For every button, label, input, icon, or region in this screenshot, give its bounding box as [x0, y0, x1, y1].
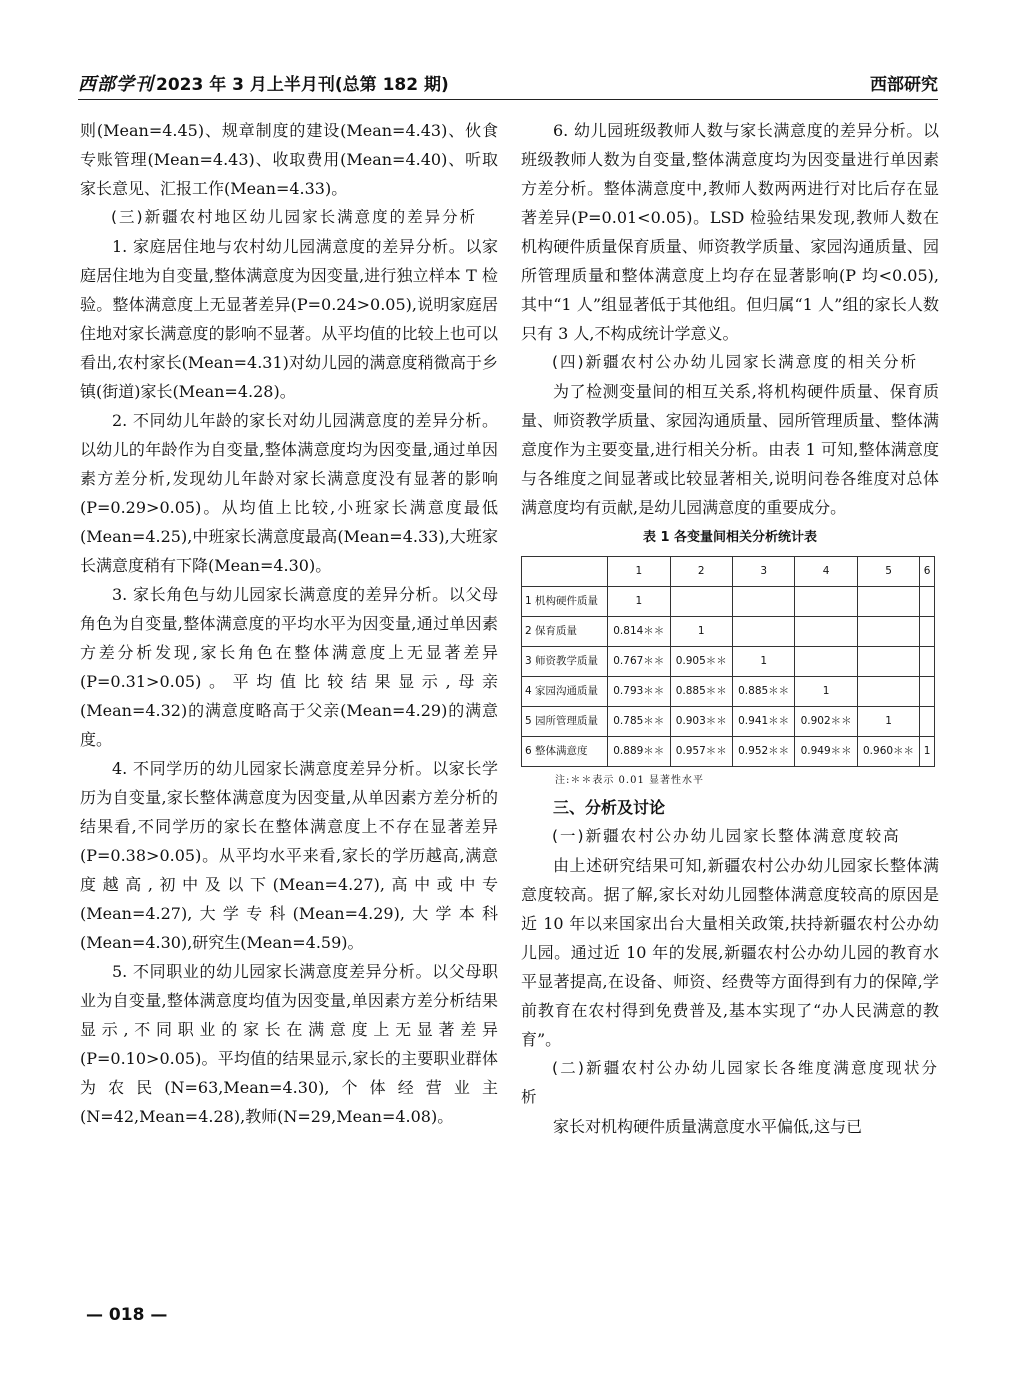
paragraph: 2. 不同幼儿年龄的家长对幼儿园满意度的差异分析。以幼儿的年龄作为自变量,整体满意度均为因变量,通过单因素方差分析,发现幼儿年龄对家长满意度没有显著的影响(P=0.29>0.05)。从均值上比较,小班家长满意度最低(Mean=4.25),中班家长满意度最高(Mean=4.33),大班家长满意度稍有下降(Mean=4.30)。 — [80, 411, 498, 575]
table-header-cell: 4 — [795, 557, 857, 587]
table-note: 注:＊＊表示 0.01 显著性水平 — [555, 775, 704, 786]
table-row-label: 4 家园沟通质量 — [522, 677, 608, 707]
table-cell: 0.889＊＊ — [608, 737, 670, 767]
table-header-cell: 5 — [857, 557, 919, 587]
paragraph: 1. 家庭居住地与农村幼儿园满意度的差异分析。以家庭居住地为自变量,整体满意度为因变量,进行独立样本 T 检验。整体满意度上无显著差异(P=0.24>0.05),说明家庭居住地对家长满意度的影响不显著。从平均值的比较上也可以看出,农村家长(Mean=4.31)对幼儿园的满意度稍微高于乡镇(街道)家长(Mean=4.28)。 — [80, 237, 498, 401]
table-cell — [795, 617, 857, 647]
table-row — [522, 587, 935, 617]
table-cell — [732, 587, 794, 617]
table-cell — [795, 647, 857, 677]
table-cell: 0.957＊＊ — [670, 737, 732, 767]
section-heading: (四)新疆农村公办幼儿园家长满意度的相关分析 — [552, 353, 919, 371]
table-row-label: 5 园所管理质量 — [522, 707, 608, 737]
table-cell: 0.814＊＊ — [608, 617, 670, 647]
section-heading: (三)新疆农村地区幼儿园家长满意度的差异分析 — [111, 208, 478, 226]
table-cell — [920, 587, 935, 617]
table-cell — [920, 677, 935, 707]
table-cell: 1 — [795, 677, 857, 707]
paragraph: 由上述研究结果可知,新疆农村公办幼儿园家长整体满意度较高。据了解,家长对幼儿园整体满意度较高的原因是近 10 年以来国家出台大量相关政策,扶持新疆农村公办幼儿园。通过近 10 年的发展,新疆农村公办幼儿园的教育水平显著提高,在设备、师资、经费等方面得到有力的保障,学前教育在农村得到免费普及,基本实现了“办人民满意的教育”。 — [521, 856, 939, 1049]
table-cell — [670, 587, 732, 617]
table-cell: 0.949＊＊ — [795, 737, 857, 767]
table-header-cell: 6 — [920, 557, 935, 587]
table-cell: 0.960＊＊ — [857, 737, 919, 767]
table-cell: 0.903＊＊ — [670, 707, 732, 737]
section-name: 西部研究 — [870, 75, 938, 95]
table-cell: 1 — [920, 737, 935, 767]
table-row — [522, 677, 935, 707]
table-row-label: 6 整体满意度 — [522, 737, 608, 767]
table-cell: 0.885＊＊ — [670, 677, 732, 707]
table-header-cell: 3 — [732, 557, 794, 587]
table-row — [522, 707, 935, 737]
table-row-label: 3 师资教学质量 — [522, 647, 608, 677]
table-cell: 0.767＊＊ — [608, 647, 670, 677]
paragraph: 家长对机构硬件质量满意度水平偏低,这与已 — [553, 1117, 863, 1136]
table-cell — [920, 707, 935, 737]
table-header-cell: 1 — [608, 557, 670, 587]
table-title: 表 1 各变量间相关分析统计表 — [642, 530, 818, 545]
table-cell: 1 — [857, 707, 919, 737]
table-row — [522, 617, 935, 647]
table-cell: 0.952＊＊ — [732, 737, 794, 767]
paragraph: 6. 幼儿园班级教师人数与家长满意度的差异分析。以班级教师人数为自变量,整体满意度均为因变量进行单因素方差分析。整体满意度中,教师人数两两进行对比后存在显著差异(P=0.01<0.05)。LSD 检验结果发现,教师人数在机构硬件质量保育质量、师资教学质量、家园沟通质量、园所管理质量和整体满意度上均存在显著影响(P 均<0.05),其中“1 人”组显著低于其他组。但归属“1 人”组的家长人数只有 3 人,不构成统计学意义。 — [521, 121, 939, 343]
table-cell: 0.902＊＊ — [795, 707, 857, 737]
paragraph: 则(Mean=4.45)、规章制度的建设(Mean=4.43)、伙食专账管理(Mean=4.43)、收取费用(Mean=4.40)、听取家长意见、汇报工作(Mean=4.33)。 — [80, 121, 498, 198]
table-row-label: 1 机构硬件质量 — [522, 587, 608, 617]
table-cell — [857, 647, 919, 677]
table-header-row — [522, 557, 935, 587]
table-row — [522, 647, 935, 677]
correlation-table — [521, 556, 935, 767]
paragraph: 为了检测变量间的相互关系,将机构硬件质量、保育质量、师资教学质量、家园沟通质量、园所管理质量、整体满意度作为主要变量,进行相关分析。由表 1 可知,整体满意度与各维度之间显著或比较显著相关,说明问卷各维度对总体满意度均有贡献,是幼儿园满意度的重要成分。 — [521, 382, 939, 517]
paragraph: 4. 不同学历的幼儿园家长满意度差异分析。以家长学历为自变量,家长整体满意度为因变量,从单因素方差分析的结果看,不同学历的家长在整体满意度上不存在显著差异(P=0.38>0.05)。从平均水平来看,家长的学历越高,满意度越高,初中及以下(Mean=4.27),高中或中专(Mean=4.27),大学专科(Mean=4.29),大学本科(Mean=4.30),研究生(Mean=4.59)。 — [80, 759, 498, 952]
table-cell — [732, 617, 794, 647]
table-header-cell — [522, 557, 608, 587]
table-cell: 1 — [732, 647, 794, 677]
table-header-cell: 2 — [670, 557, 732, 587]
table-cell: 0.785＊＊ — [608, 707, 670, 737]
header-rule — [78, 99, 938, 100]
table-cell: 1 — [608, 587, 670, 617]
table-cell — [920, 617, 935, 647]
page-number: — 018 — — [86, 1305, 168, 1325]
page-header — [78, 66, 938, 100]
table-cell: 0.941＊＊ — [732, 707, 794, 737]
paragraph: 3. 家长角色与幼儿园家长满意度的差异分析。以父母角色为自变量,整体满意度的平均水平为因变量,通过单因素方差分析发现,家长角色在整体满意度上无显著差异(P=0.31>0.05)。平均值比较结果显示,母亲(Mean=4.32)的满意度略高于父亲(Mean=4.29)的满意度。 — [80, 585, 498, 749]
left-column — [80, 116, 498, 1131]
right-column — [521, 116, 939, 1141]
table-cell — [920, 647, 935, 677]
table-cell: 0.793＊＊ — [608, 677, 670, 707]
section-heading: 三、分析及讨论 — [553, 798, 666, 817]
table-cell — [795, 587, 857, 617]
table-cell: 0.905＊＊ — [670, 647, 732, 677]
table-row — [522, 737, 935, 767]
table-cell — [857, 587, 919, 617]
journal-logo: 西部学刊 — [78, 74, 154, 95]
table-cell — [857, 677, 919, 707]
table-cell — [857, 617, 919, 647]
subsection-heading: (二)新疆农村公办幼儿园家长各维度满意度现状分析 — [521, 1059, 939, 1106]
issue-info: 2023 年 3 月上半月刊(总第 182 期) — [156, 75, 449, 95]
subsection-heading: (一)新疆农村公办幼儿园家长整体满意度较高 — [552, 827, 901, 845]
table-row-label: 2 保育质量 — [522, 617, 608, 647]
paragraph: 5. 不同职业的幼儿园家长满意度差异分析。以父母职业为自变量,整体满意度均值为因变量,单因素方差分析结果显示,不同职业的家长在满意度上无显著差异(P=0.10>0.05)。平均值的结果显示,家长的主要职业群体为农民(N=63,Mean=4.30),个体经营业主(N=42,Mean=4.28),教师(N=29,Mean=4.08)。 — [80, 962, 498, 1126]
table-cell: 1 — [670, 617, 732, 647]
table-cell: 0.885＊＊ — [732, 677, 794, 707]
